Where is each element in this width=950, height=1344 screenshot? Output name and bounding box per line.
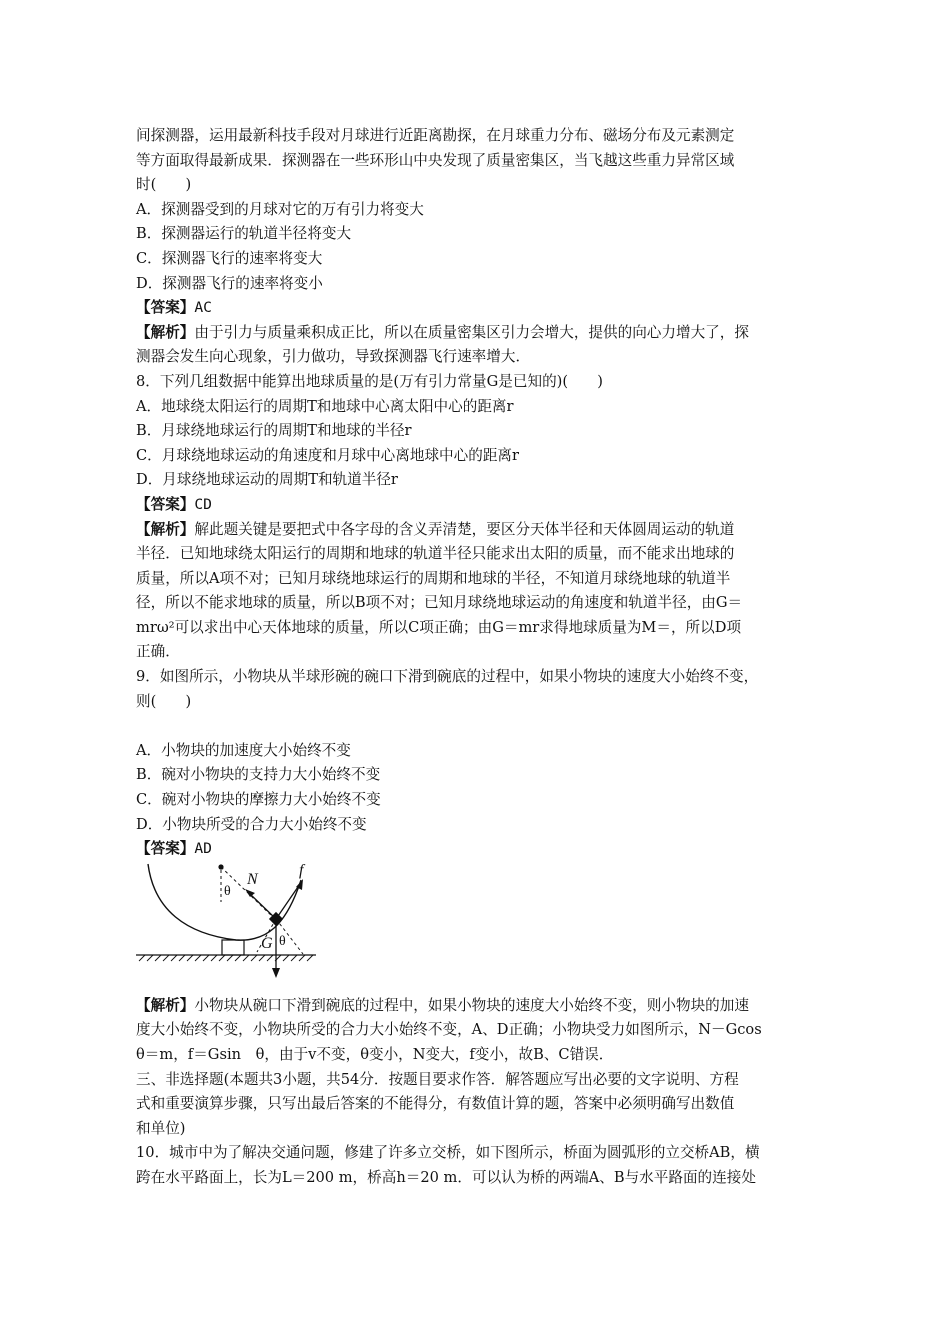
normal-force-arrowhead xyxy=(245,889,255,897)
answer-tag: 【答案】 xyxy=(136,495,195,513)
text-line xyxy=(136,321,826,346)
q8-answer xyxy=(136,493,826,518)
text-line: 三、非选择题(本题共3小题，共54分．按题目要求作答．解答题应写出必要的文字说明、方程 xyxy=(136,1070,739,1088)
option-a: A．小物块的加速度大小始终不变 xyxy=(136,741,351,759)
text-line: 则( ) xyxy=(136,692,192,710)
q9-answer xyxy=(136,837,826,862)
spacer xyxy=(136,714,826,739)
bowl-curve xyxy=(148,864,301,940)
analysis-text: 小物块从碗口下滑到碗底的过程中，如果小物块的速度大小始终不变，则小物块的加速 xyxy=(194,996,749,1014)
label-g: G xyxy=(261,934,273,952)
q10-stem xyxy=(136,1141,826,1190)
q8-stem: 8．下列几组数据中能算出地球质量的是(万有引力常量G是已知的)( ) xyxy=(136,372,603,390)
q7-answer xyxy=(136,296,826,321)
bowl-foot xyxy=(222,940,244,955)
text-line: 9．如图所示，小物块从半球形碗的碗口下滑到碗底的过程中，如果小物块的速度大小始终不变， xyxy=(136,668,759,686)
option-c: C．月球绕地球运动的角速度和月球中心离地球中心的距离r xyxy=(136,446,519,464)
gravity-arrowhead xyxy=(272,968,280,978)
answer-value: AC xyxy=(194,299,212,317)
label-f: f xyxy=(299,861,304,879)
answer-tag: 【答案】 xyxy=(136,840,195,858)
text-line: 等方面取得最新成果．探测器在一些环形山中央发现了质量密集区，当飞越这些重力异常区域 xyxy=(136,151,735,169)
q7-options xyxy=(136,198,826,296)
text-line: 正确． xyxy=(136,643,180,661)
option-d: D．月球绕地球运动的周期T和轨道半径r xyxy=(136,471,398,489)
answer-value: AD xyxy=(194,840,212,858)
text-line: 间探测器，运用最新科技手段对月球进行近距离勘探，在月球重力分布、磁场分布及元素测定 xyxy=(136,127,735,144)
option-b: B．月球绕地球运行的周期T和地球的半径r xyxy=(136,422,412,440)
text-line: 时( ) xyxy=(136,176,192,194)
text-line: 式和重要演算步骤，只写出最后答案的不能得分，有数值计算的题，答案中必须明确写出数值 xyxy=(136,1095,735,1113)
bowl-diagram-svg xyxy=(136,862,826,994)
normal-force-arrow xyxy=(248,892,276,919)
text-line: 10．城市中为了解决交通问题，修建了许多立交桥，如下图所示，桥面为圆弧形的立交桥AB，横 xyxy=(136,1144,760,1162)
analysis-text: 由于引力与质量乘积成正比，所以在质量密集区引力会增大，提供的向心力增大了，探 xyxy=(194,323,749,341)
friction-arrow xyxy=(276,884,300,919)
q9-stem xyxy=(136,665,826,714)
label-n: N xyxy=(247,870,258,888)
text-line xyxy=(136,994,826,1019)
option-d: D．探测器飞行的速率将变小 xyxy=(136,274,323,292)
text-line: 半径．已知地球绕太阳运行的周期和地球的轨道半径只能求出太阳的质量，而不能求出地球的 xyxy=(136,545,735,563)
text-line: 和单位) xyxy=(136,1119,186,1137)
option-a: A．探测器受到的月球对它的万有引力将变大 xyxy=(136,200,424,218)
q8-options xyxy=(136,395,826,493)
q9-options xyxy=(136,739,826,837)
option-c: C．碗对小物块的摩擦力大小始终不变 xyxy=(136,791,381,809)
text-line: 测器会发生向心现象，引力做功，导致探测器飞行速率增大． xyxy=(136,348,531,366)
option-d: D．小物块所受的合力大小始终不变 xyxy=(136,815,367,833)
answer-tag: 【答案】 xyxy=(136,299,195,317)
text-line: 质量，所以A项不对；已知月球绕地球运行的周期和地球的半径，不知道月球绕地球的轨道半 xyxy=(136,569,731,587)
analysis-tag: 【解析】 xyxy=(136,323,195,341)
q9-analysis xyxy=(136,994,826,1068)
text-line xyxy=(136,518,826,543)
option-a: A．地球绕太阳运行的周期T和地球中心离太阳中心的距离r xyxy=(136,397,514,415)
analysis-tag: 【解析】 xyxy=(136,520,195,538)
label-theta-bottom: θ xyxy=(279,933,286,949)
bowl-force-diagram xyxy=(136,862,826,994)
label-theta-top: θ xyxy=(224,883,231,899)
option-c: C．探测器飞行的速率将变大 xyxy=(136,249,323,267)
ground-hatch xyxy=(139,955,313,961)
analysis-text: 解此题关键是要把式中各字母的含义弄清楚，要区分天体半径和天体圆周运动的轨道 xyxy=(194,520,735,538)
text-line: 度大小始终不变，小物块所受的合力大小始终不变，A、D正确；小物块受力如图所示，N－Gcos xyxy=(136,1021,762,1039)
text-line: 跨在水平路面上，长为L＝200 m，桥高h＝20 m．可以认为桥的两端A、B与水平路面的连接处 xyxy=(136,1168,756,1186)
section-3-heading xyxy=(136,1068,826,1142)
q8-analysis xyxy=(136,518,826,666)
text-line: θ＝m，f＝Gsin θ，由于v不变，θ变小，N变大，f变小，故B、C错误． xyxy=(136,1046,614,1063)
text-line: 径，所以不能求地球的质量，所以B项不对；已知月球绕地球运动的角速度和轨道半径，由G＝ xyxy=(136,594,743,612)
option-b: B．探测器运行的轨道半径将变大 xyxy=(136,225,352,243)
text-line: mrω²可以求出中心天体地球的质量，所以C项正确；由G＝mr求得地球质量为M＝，所以D项 xyxy=(136,618,742,636)
analysis-tag: 【解析】 xyxy=(136,996,195,1014)
q7-analysis xyxy=(136,321,826,370)
option-b: B．碗对小物块的支持力大小始终不变 xyxy=(136,766,381,784)
answer-value: CD xyxy=(194,495,212,513)
q7-stem xyxy=(136,124,826,198)
document-page xyxy=(136,124,826,1191)
